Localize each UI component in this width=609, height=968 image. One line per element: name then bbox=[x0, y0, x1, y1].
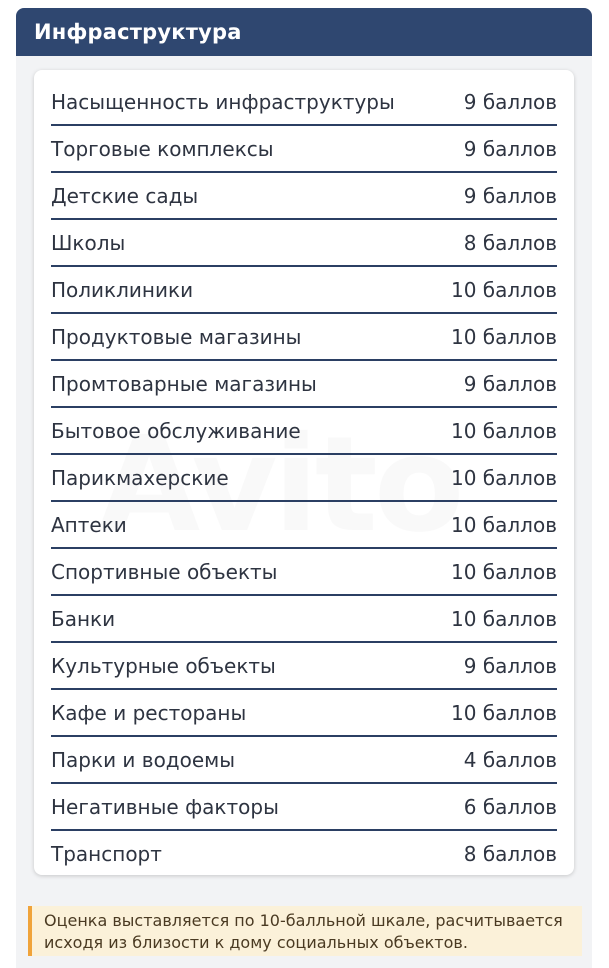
rating-row bbox=[51, 690, 557, 737]
rating-label: Продуктовые магазины bbox=[51, 324, 302, 349]
rating-label: Банки bbox=[51, 606, 116, 631]
rating-value: 9 баллов bbox=[463, 653, 557, 678]
rating-value: 10 баллов bbox=[451, 324, 557, 349]
rating-row bbox=[51, 831, 557, 875]
rating-label: Торговые комплексы bbox=[51, 136, 274, 161]
rating-row bbox=[51, 173, 557, 220]
rating-row bbox=[51, 126, 557, 173]
rating-row bbox=[51, 737, 557, 784]
rating-row bbox=[51, 643, 557, 690]
rating-value: 10 баллов bbox=[451, 418, 557, 443]
rating-row bbox=[51, 596, 557, 643]
rating-label: Транспорт bbox=[51, 841, 162, 866]
rating-label: Парки и водоемы bbox=[51, 747, 236, 772]
panel-title: Инфраструктура bbox=[34, 20, 242, 44]
rating-value: 6 баллов bbox=[463, 794, 557, 819]
rating-value: 10 баллов bbox=[451, 606, 557, 631]
rating-scale-note bbox=[28, 906, 582, 956]
rating-value: 4 баллов bbox=[463, 747, 557, 772]
rating-row bbox=[51, 455, 557, 502]
rating-value: 8 баллов bbox=[463, 230, 557, 255]
note-text: Оценка выставляется по 10-балльной шкале, расчитывается исходя из близости к дому социальных объектов. bbox=[44, 911, 563, 952]
rating-row bbox=[51, 267, 557, 314]
rating-value: 10 баллов bbox=[451, 277, 557, 302]
rating-label: Кафе и рестораны bbox=[51, 700, 247, 725]
rating-label: Поликлиники bbox=[51, 277, 194, 302]
rating-value: 10 баллов bbox=[451, 512, 557, 537]
ratings-list bbox=[51, 79, 557, 875]
infrastructure-panel bbox=[16, 8, 592, 968]
rating-value: 10 баллов bbox=[451, 700, 557, 725]
rating-row bbox=[51, 361, 557, 408]
rating-value: 10 баллов bbox=[451, 465, 557, 490]
rating-label: Бытовое обслуживание bbox=[51, 418, 301, 443]
rating-label: Спортивные объекты bbox=[51, 559, 278, 584]
rating-label: Негативные факторы bbox=[51, 794, 279, 819]
rating-row bbox=[51, 314, 557, 361]
rating-label: Промтоварные магазины bbox=[51, 371, 317, 396]
rating-label: Парикмахерские bbox=[51, 465, 229, 490]
rating-row bbox=[51, 79, 557, 126]
ratings-card bbox=[34, 70, 574, 875]
rating-value: 9 баллов bbox=[463, 89, 557, 114]
panel-header bbox=[16, 8, 592, 56]
rating-row bbox=[51, 220, 557, 267]
rating-value: 10 баллов bbox=[451, 559, 557, 584]
rating-row bbox=[51, 549, 557, 596]
rating-row bbox=[51, 408, 557, 455]
rating-row bbox=[51, 502, 557, 549]
rating-value: 9 баллов bbox=[463, 136, 557, 161]
rating-label: Школы bbox=[51, 230, 126, 255]
rating-label: Насыщенность инфраструктуры bbox=[51, 89, 395, 114]
rating-label: Детские сады bbox=[51, 183, 199, 208]
rating-value: 8 баллов bbox=[463, 841, 557, 866]
rating-label: Аптеки bbox=[51, 512, 127, 537]
rating-value: 9 баллов bbox=[463, 183, 557, 208]
rating-label: Культурные объекты bbox=[51, 653, 276, 678]
rating-value: 9 баллов bbox=[463, 371, 557, 396]
rating-row bbox=[51, 784, 557, 831]
